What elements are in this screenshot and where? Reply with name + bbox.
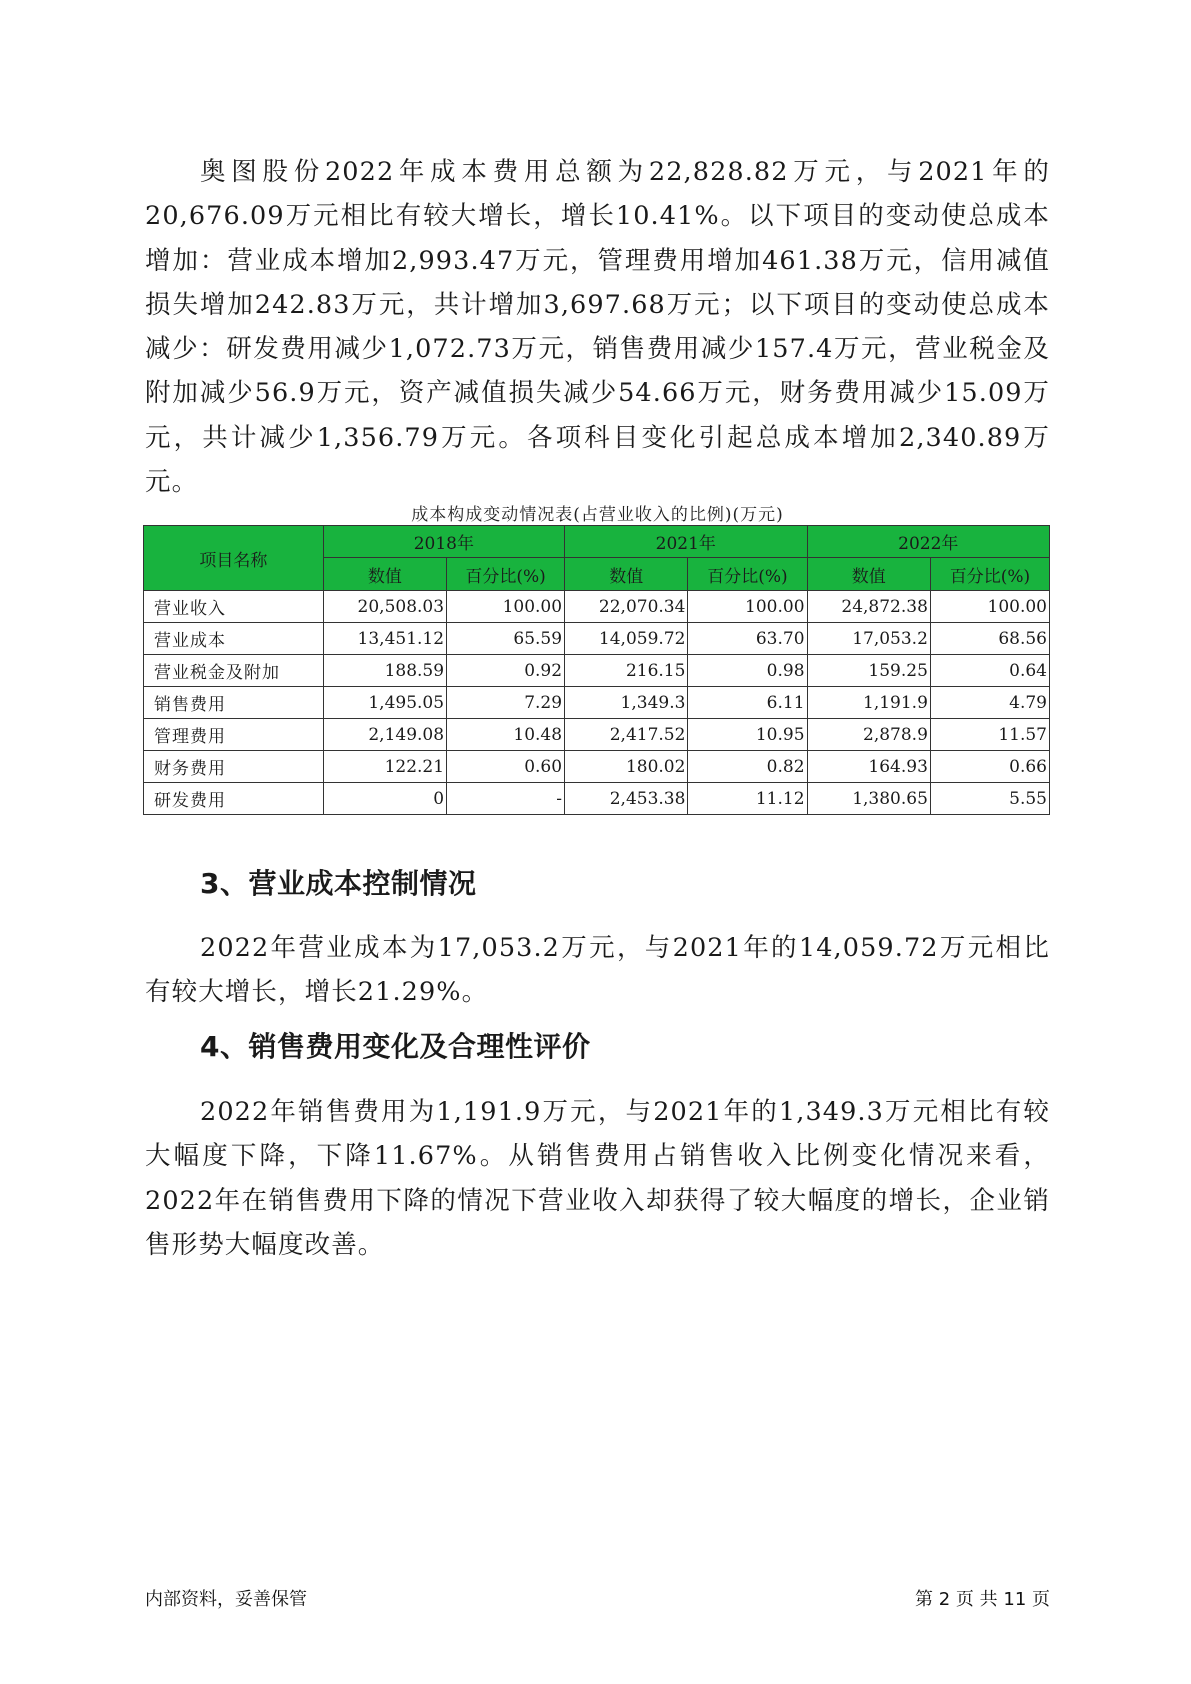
intro-text: 奥图股份2022年成本费用总额为22,828.82万元，与2021年的20,676.09万元相比有较大增长，增长10.41%。以下项目的变动使总成本增加：营业成本增加2,993.47万元，管理费用增加461.38万元，信用减值损失增加242.83万元，共计增加3,697.68万元；以下项目的变动使总成本减少：研发费用减少1,072.73万元，销售费用减少157.4万元，营业税金及附加减少56.9万元，资产减值损失减少54.66万元，财务费用减少15.09万元，共计减少1,356.79万元。各项科目变化引起总成本增加2,340.89万元。: [145, 157, 1050, 498]
year-header: 2022年: [807, 526, 1049, 558]
table-row: [144, 623, 1050, 655]
percent-cell: 0.64: [930, 655, 1049, 687]
value-cell: 122.21: [323, 751, 446, 783]
percent-subheader: 百分比(%): [688, 558, 807, 591]
section-heading-3: 3、营业成本控制情况: [200, 867, 477, 900]
section-heading-4: 4、销售费用变化及合理性评价: [200, 1030, 591, 1063]
percent-cell: 6.11: [688, 687, 807, 719]
row-label: 研发费用: [144, 783, 324, 815]
value-cell: 180.02: [565, 751, 688, 783]
year-header: 2021年: [565, 526, 807, 558]
value-cell: 24,872.38: [807, 591, 930, 623]
value-cell: 0: [323, 783, 446, 815]
percent-subheader: 百分比(%): [930, 558, 1049, 591]
value-cell: 2,149.08: [323, 719, 446, 751]
sales-expense-paragraph: [145, 1090, 1050, 1267]
percent-cell: 68.56: [930, 623, 1049, 655]
value-cell: 2,453.38: [565, 783, 688, 815]
value-cell: 1,380.65: [807, 783, 930, 815]
value-subheader: 数值: [807, 558, 930, 591]
value-cell: 2,878.9: [807, 719, 930, 751]
value-cell: 2,417.52: [565, 719, 688, 751]
value-cell: 188.59: [323, 655, 446, 687]
percent-cell: 0.82: [688, 751, 807, 783]
cost-control-paragraph: [145, 926, 1050, 1015]
percent-cell: 10.48: [447, 719, 565, 751]
percent-cell: 100.00: [447, 591, 565, 623]
row-label: 营业税金及附加: [144, 655, 324, 687]
intro-paragraph: [145, 150, 1050, 504]
percent-cell: -: [447, 783, 565, 815]
row-label: 销售费用: [144, 687, 324, 719]
footer-confidential-note: 内部资料，妥善保管: [145, 1589, 307, 1610]
percent-cell: 0.98: [688, 655, 807, 687]
table-row: [144, 687, 1050, 719]
cost-control-text: 2022年营业成本为17,053.2万元，与2021年的14,059.72万元相比有较大增长，增长21.29%。: [145, 933, 1050, 1008]
value-subheader: 数值: [565, 558, 688, 591]
table-caption: 成本构成变动情况表(占营业收入的比例)(万元): [411, 505, 784, 525]
value-cell: 20,508.03: [323, 591, 446, 623]
percent-cell: 100.00: [688, 591, 807, 623]
table-row: [144, 655, 1050, 687]
value-cell: 216.15: [565, 655, 688, 687]
percent-subheader: 百分比(%): [447, 558, 565, 591]
row-label: 管理费用: [144, 719, 324, 751]
percent-cell: 100.00: [930, 591, 1049, 623]
value-subheader: 数值: [323, 558, 446, 591]
percent-cell: 7.29: [447, 687, 565, 719]
percent-cell: 11.57: [930, 719, 1049, 751]
percent-cell: 63.70: [688, 623, 807, 655]
table-row: [144, 719, 1050, 751]
percent-cell: 65.59: [447, 623, 565, 655]
value-cell: 1,495.05: [323, 687, 446, 719]
sales-expense-text: 2022年销售费用为1,191.9万元，与2021年的1,349.3万元相比有较大幅度下降，下降11.67%。从销售费用占销售收入比例变化情况来看，2022年在销售费用下降的情况下营业收入却获得了较大幅度的增长，企业销售形势大幅度改善。: [145, 1097, 1050, 1260]
value-cell: 17,053.2: [807, 623, 930, 655]
table-row: [144, 591, 1050, 623]
footer-page-number: 第 2 页 共 11 页: [915, 1589, 1050, 1610]
percent-cell: 0.92: [447, 655, 565, 687]
year-header: 2018年: [323, 526, 564, 558]
percent-cell: 11.12: [688, 783, 807, 815]
row-label: 营业成本: [144, 623, 324, 655]
table-header-row: [144, 526, 1050, 558]
percent-cell: 4.79: [930, 687, 1049, 719]
value-cell: 1,349.3: [565, 687, 688, 719]
value-cell: 14,059.72: [565, 623, 688, 655]
value-cell: 159.25: [807, 655, 930, 687]
percent-cell: 10.95: [688, 719, 807, 751]
value-cell: 13,451.12: [323, 623, 446, 655]
table-row: [144, 751, 1050, 783]
row-label: 财务费用: [144, 751, 324, 783]
cost-structure-table: [143, 525, 1050, 815]
percent-cell: 0.60: [447, 751, 565, 783]
row-label: 营业收入: [144, 591, 324, 623]
value-cell: 22,070.34: [565, 591, 688, 623]
percent-cell: 0.66: [930, 751, 1049, 783]
table-row: [144, 783, 1050, 815]
item-name-header: 项目名称: [144, 526, 324, 591]
percent-cell: 5.55: [930, 783, 1049, 815]
value-cell: 1,191.9: [807, 687, 930, 719]
value-cell: 164.93: [807, 751, 930, 783]
